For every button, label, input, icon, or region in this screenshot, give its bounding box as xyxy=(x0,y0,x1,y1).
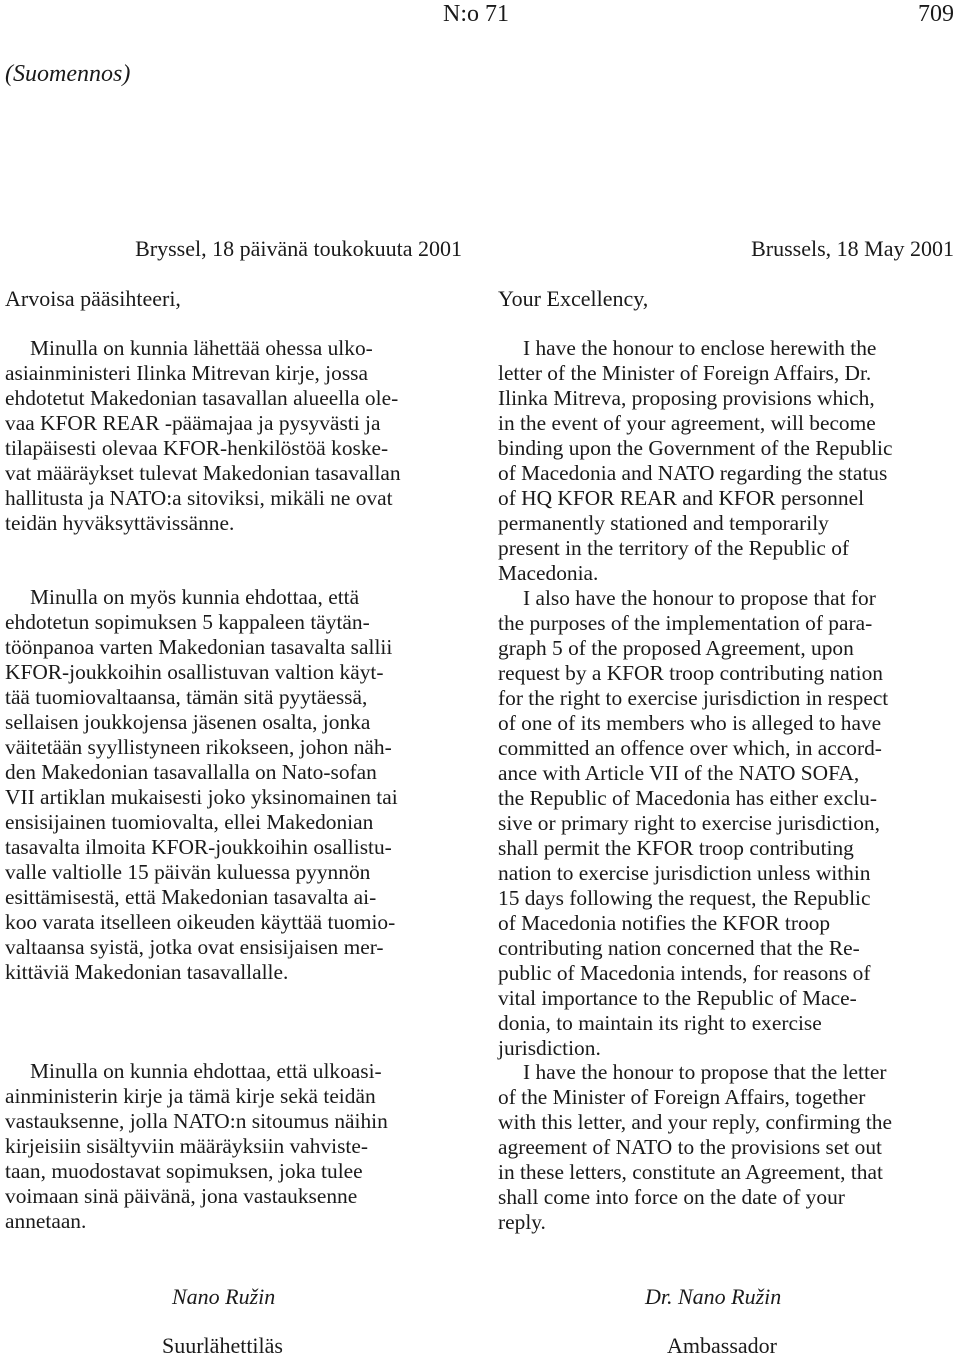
finnish-signature-title: Suurlähettiläs xyxy=(162,1333,283,1358)
finnish-paragraph-1-text: Minulla on kunnia lähettää ohessa ulko- asiainministeri Ilinka Mitrevan kirje, jossa ehdotetut Makedonian tasavallan alueella ole- vaa KFOR REAR -päämajaa ja pysyvästi ja tilapäisesti olevaa KFOR-henkilöstöä koske- vat määräykset tulevat Makedonian tasavallan hallitusta ja NATO:a sitoviksi, mikäli ne ovat teidän hyväksyttävissänne. xyxy=(5,336,401,535)
english-signature-title: Ambassador xyxy=(667,1333,777,1358)
english-paragraph-3-text: I have the honour to propose that the letter of the Minister of Foreign Affairs, together with this letter, and your reply, confirming the agreement of NATO to the provisions set out in these letters, constitute an Agreement, that shall come into force on the date of your reply. xyxy=(498,1060,892,1234)
finnish-paragraph-3 xyxy=(5,1059,462,1234)
english-salutation: Your Excellency, xyxy=(498,286,649,311)
english-signature-name: Dr. Nano Ružin xyxy=(645,1284,782,1309)
page-number: 709 xyxy=(918,1,954,27)
finnish-paragraph-1 xyxy=(5,336,462,536)
english-paragraph-2 xyxy=(498,586,956,1061)
english-paragraph-1-text: I have the honour to enclose herewith the letter of the Minister of Foreign Affairs, Dr. Ilinka Mitreva, proposing provisions which, in the event of your agreement, will become binding upon the Government of the Republic of Macedonia and NATO regarding the status of HQ KFOR REAR and KFOR personnel permanently stationed and temporarily present in the territory of the Republic of Macedonia. xyxy=(498,336,893,585)
english-paragraph-2-text: I also have the honour to propose that for the purposes of the implementation of para- graph 5 of the proposed Agreement, upon request by a KFOR troop contributing nation for the right to exercise jurisdiction in respect of one of its members who is alleged to have committed an offence over which, in accord- ance with Article VII of the NATO SOFA, the Republic of Macedonia has either exclu- sive or primary right to exercise jurisdiction, shall permit the KFOR troop contributing nation to exercise jurisdiction unless within 15 days following the request, the Republic of Macedonia notifies the KFOR troop contributing nation concerned that the Re- public of Macedonia intends, for reasons of vital importance to the Republic of Mace- donia, to maintain its right to exercise jurisdiction. xyxy=(498,586,889,1060)
finnish-signature-name: Nano Ružin xyxy=(172,1284,276,1309)
english-date: Brussels, 18 May 2001 xyxy=(751,236,954,261)
english-paragraph-1 xyxy=(498,336,956,586)
finnish-salutation: Arvoisa pääsihteeri, xyxy=(5,286,181,311)
english-paragraph-3 xyxy=(498,1060,956,1235)
translation-note: (Suomennos) xyxy=(5,61,131,87)
finnish-paragraph-2-text: Minulla on myös kunnia ehdottaa, että ehdotetun sopimuksen 5 kappaleen täytän- töönpanoa varten Makedonian tasavalta sallii KFOR-joukkoihin osallistuvan valtion käyt- tää tuomiovaltaansa, tämän sitä pyytäessä, sellaisen joukkojensa jäsenen osalta, jonka väitetään syyllistyneen rikokseen, johon näh- den Makedonian tasavallalla on Nato-sofan VII artiklan mukaisesti joko yksinomainen tai ensisijainen tuomiovalta, ellei Makedonian tasavalta ilmoita KFOR-joukkoihin osallistu- valle valtiolle 15 päivän kuluessa pyynnön esittämisestä, että Makedonian tasavalta ai- koo varata itselleen oikeuden käyttää tuomio- valtaansa syistä, jotka ovat ensisijaisen mer- kittäviä Makedonian tasavallalle. xyxy=(5,585,398,984)
finnish-date: Bryssel, 18 päivänä toukokuuta 2001 xyxy=(135,236,462,261)
finnish-paragraph-2 xyxy=(5,585,462,985)
finnish-paragraph-3-text: Minulla on kunnia ehdottaa, että ulkoasi- ainministerin kirje ja tämä kirje sekä teidän vastauksenne, jolla NATO:n sitoumus näihin kirjeisiin sisältyviin määräyksiin vahviste- taan, muodostavat sopimuksen, joka tulee voimaan sinä päivänä, jona vastauksenne annetaan. xyxy=(5,1059,388,1233)
issue-number: N:o 71 xyxy=(443,1,509,27)
